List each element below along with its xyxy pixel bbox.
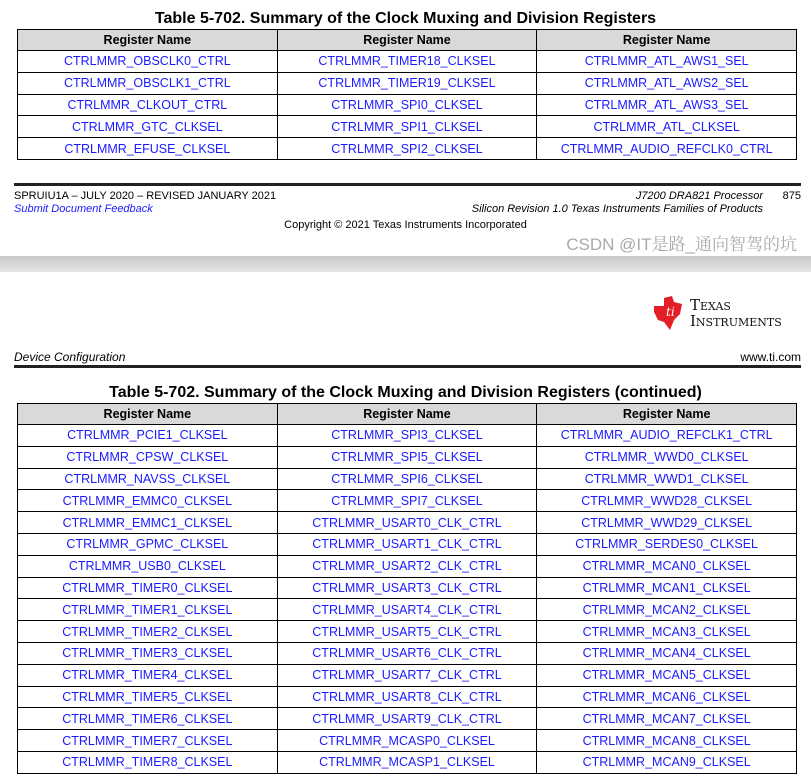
register-link[interactable]: CTRLMMR_TIMER3_CLKSEL — [18, 642, 278, 664]
register-link[interactable]: CTRLMMR_USART7_CLK_CTRL — [277, 664, 537, 686]
register-link[interactable]: CTRLMMR_GPMC_CLKSEL — [18, 533, 278, 555]
register-link[interactable]: CTRLMMR_TIMER2_CLKSEL — [18, 621, 278, 643]
register-link[interactable]: CTRLMMR_MCAN4_CLKSEL — [537, 642, 797, 664]
table-row — [18, 51, 797, 73]
register-link[interactable]: CTRLMMR_OBSCLK0_CTRL — [18, 51, 278, 73]
column-header: Register Name — [537, 404, 797, 425]
logo-text-texas: Texas — [690, 296, 731, 314]
register-link[interactable]: CTRLMMR_AUDIO_REFCLK0_CTRL — [537, 138, 797, 160]
register-link[interactable]: CTRLMMR_USART8_CLK_CTRL — [277, 686, 537, 708]
register-table-page1 — [17, 29, 797, 160]
register-link[interactable]: CTRLMMR_PCIE1_CLKSEL — [18, 425, 278, 447]
register-link[interactable]: CTRLMMR_MCAN3_CLKSEL — [537, 621, 797, 643]
register-link[interactable]: CTRLMMR_TIMER19_CLKSEL — [277, 72, 537, 94]
table-row — [18, 533, 797, 555]
table-row — [18, 577, 797, 599]
register-link[interactable]: CTRLMMR_SPI0_CLKSEL — [277, 94, 537, 116]
register-link[interactable]: CTRLMMR_MCAN2_CLKSEL — [537, 599, 797, 621]
register-link[interactable]: CTRLMMR_ATL_AWS3_SEL — [537, 94, 797, 116]
register-link[interactable]: CTRLMMR_AUDIO_REFCLK1_CTRL — [537, 425, 797, 447]
register-link[interactable]: CTRLMMR_MCASP0_CLKSEL — [277, 730, 537, 752]
ti-logo — [650, 296, 782, 330]
register-link[interactable]: CTRLMMR_MCAN6_CLKSEL — [537, 686, 797, 708]
section-name: Device Configuration — [14, 350, 126, 364]
register-link[interactable]: CTRLMMR_SPI6_CLKSEL — [277, 468, 537, 490]
register-link[interactable]: CTRLMMR_TIMER18_CLKSEL — [277, 51, 537, 73]
register-link[interactable]: CTRLMMR_NAVSS_CLKSEL — [18, 468, 278, 490]
register-link[interactable]: CTRLMMR_CPSW_CLKSEL — [18, 446, 278, 468]
register-link[interactable]: CTRLMMR_CLKOUT_CTRL — [18, 94, 278, 116]
ti-map-icon — [650, 296, 686, 330]
register-link[interactable]: CTRLMMR_MCAN7_CLKSEL — [537, 708, 797, 730]
column-header: Register Name — [18, 30, 278, 51]
page-break — [0, 256, 811, 272]
column-header: Register Name — [18, 404, 278, 425]
register-link[interactable]: CTRLMMR_MCAN8_CLKSEL — [537, 730, 797, 752]
register-link[interactable]: CTRLMMR_USART4_CLK_CTRL — [277, 599, 537, 621]
register-link[interactable]: CTRLMMR_USART9_CLK_CTRL — [277, 708, 537, 730]
register-link[interactable]: CTRLMMR_TIMER1_CLKSEL — [18, 599, 278, 621]
table-row — [18, 686, 797, 708]
register-link[interactable]: CTRLMMR_GTC_CLKSEL — [18, 116, 278, 138]
register-link[interactable]: CTRLMMR_USART0_CLK_CTRL — [277, 512, 537, 534]
register-link[interactable]: CTRLMMR_SPI5_CLKSEL — [277, 446, 537, 468]
register-link[interactable]: CTRLMMR_OBSCLK1_CTRL — [18, 72, 278, 94]
table-row — [18, 621, 797, 643]
register-link[interactable]: CTRLMMR_ATL_AWS2_SEL — [537, 72, 797, 94]
table-row — [18, 555, 797, 577]
table-row — [18, 468, 797, 490]
register-link[interactable]: CTRLMMR_USART2_CLK_CTRL — [277, 555, 537, 577]
page-number: 875 — [782, 190, 801, 202]
copyright: Copyright © 2021 Texas Instruments Incorporated — [284, 219, 527, 231]
register-link[interactable]: CTRLMMR_TIMER0_CLKSEL — [18, 577, 278, 599]
register-link[interactable]: CTRLMMR_MCAN1_CLKSEL — [537, 577, 797, 599]
register-link[interactable]: CTRLMMR_TIMER5_CLKSEL — [18, 686, 278, 708]
table-row — [18, 730, 797, 752]
doc-id: SPRUIU1A – JULY 2020 – REVISED JANUARY 2021 — [14, 190, 277, 202]
header-row — [18, 30, 797, 51]
table-row — [18, 446, 797, 468]
column-header: Register Name — [277, 30, 537, 51]
silicon-revision: Silicon Revision 1.0 Texas Instruments Families of Products — [471, 203, 763, 215]
register-link[interactable]: CTRLMMR_ATL_CLKSEL — [537, 116, 797, 138]
register-link[interactable]: CTRLMMR_USART3_CLK_CTRL — [277, 577, 537, 599]
table-title-continued: Table 5-702. Summary of the Clock Muxing and Division Registers (continued) — [109, 384, 702, 401]
register-link[interactable]: CTRLMMR_EFUSE_CLKSEL — [18, 138, 278, 160]
register-link[interactable]: CTRLMMR_MCAN5_CLKSEL — [537, 664, 797, 686]
register-link[interactable]: CTRLMMR_USART6_CLK_CTRL — [277, 642, 537, 664]
table-row — [18, 751, 797, 773]
register-link[interactable]: CTRLMMR_USB0_CLKSEL — [18, 555, 278, 577]
register-link[interactable]: CTRLMMR_EMMC1_CLKSEL — [18, 512, 278, 534]
register-link[interactable]: CTRLMMR_SERDES0_CLKSEL — [537, 533, 797, 555]
header-rule — [14, 365, 801, 368]
register-link[interactable]: CTRLMMR_WWD0_CLKSEL — [537, 446, 797, 468]
table-row — [18, 425, 797, 447]
register-link[interactable]: CTRLMMR_TIMER8_CLKSEL — [18, 751, 278, 773]
watermark: CSDN @IT是路_通向智驾的坑 — [566, 235, 797, 254]
header-row — [18, 404, 797, 425]
register-link[interactable]: CTRLMMR_WWD28_CLKSEL — [537, 490, 797, 512]
register-link[interactable]: CTRLMMR_WWD29_CLKSEL — [537, 512, 797, 534]
table-row — [18, 642, 797, 664]
table-row — [18, 664, 797, 686]
register-link[interactable]: CTRLMMR_ATL_AWS1_SEL — [537, 51, 797, 73]
register-link[interactable]: CTRLMMR_EMMC0_CLKSEL — [18, 490, 278, 512]
table-row — [18, 490, 797, 512]
register-link[interactable]: CTRLMMR_TIMER4_CLKSEL — [18, 664, 278, 686]
register-link[interactable]: CTRLMMR_USART1_CLK_CTRL — [277, 533, 537, 555]
table-row — [18, 512, 797, 534]
table-title: Table 5-702. Summary of the Clock Muxing and Division Registers — [154, 10, 657, 27]
svg-text:ti: ti — [666, 305, 675, 319]
table-row — [18, 116, 797, 138]
table-row — [18, 94, 797, 116]
register-link[interactable]: CTRLMMR_TIMER7_CLKSEL — [18, 730, 278, 752]
register-link[interactable]: CTRLMMR_MCAN0_CLKSEL — [537, 555, 797, 577]
register-link[interactable]: CTRLMMR_MCAN9_CLKSEL — [537, 751, 797, 773]
register-link[interactable]: CTRLMMR_MCASP1_CLKSEL — [277, 751, 537, 773]
product-name: J7200 DRA821 Processor — [635, 190, 763, 202]
column-header: Register Name — [537, 30, 797, 51]
table-row — [18, 599, 797, 621]
footer-rule — [14, 183, 801, 186]
logo-text-instruments: Instruments — [690, 312, 782, 330]
register-link[interactable]: CTRLMMR_SPI2_CLKSEL — [277, 138, 537, 160]
register-link[interactable]: CTRLMMR_USART5_CLK_CTRL — [277, 621, 537, 643]
register-link[interactable]: CTRLMMR_SPI1_CLKSEL — [277, 116, 537, 138]
register-table-page2 — [17, 403, 797, 774]
website-link[interactable]: www.ti.com — [740, 350, 801, 364]
table-row — [18, 72, 797, 94]
column-header: Register Name — [277, 404, 537, 425]
register-link[interactable]: CTRLMMR_SPI7_CLKSEL — [277, 490, 537, 512]
register-link[interactable]: CTRLMMR_SPI3_CLKSEL — [277, 425, 537, 447]
table-row — [18, 708, 797, 730]
register-link[interactable]: CTRLMMR_TIMER6_CLKSEL — [18, 708, 278, 730]
register-link[interactable]: CTRLMMR_WWD1_CLKSEL — [537, 468, 797, 490]
table-row — [18, 138, 797, 160]
submit-feedback-link[interactable]: Submit Document Feedback — [14, 203, 153, 215]
